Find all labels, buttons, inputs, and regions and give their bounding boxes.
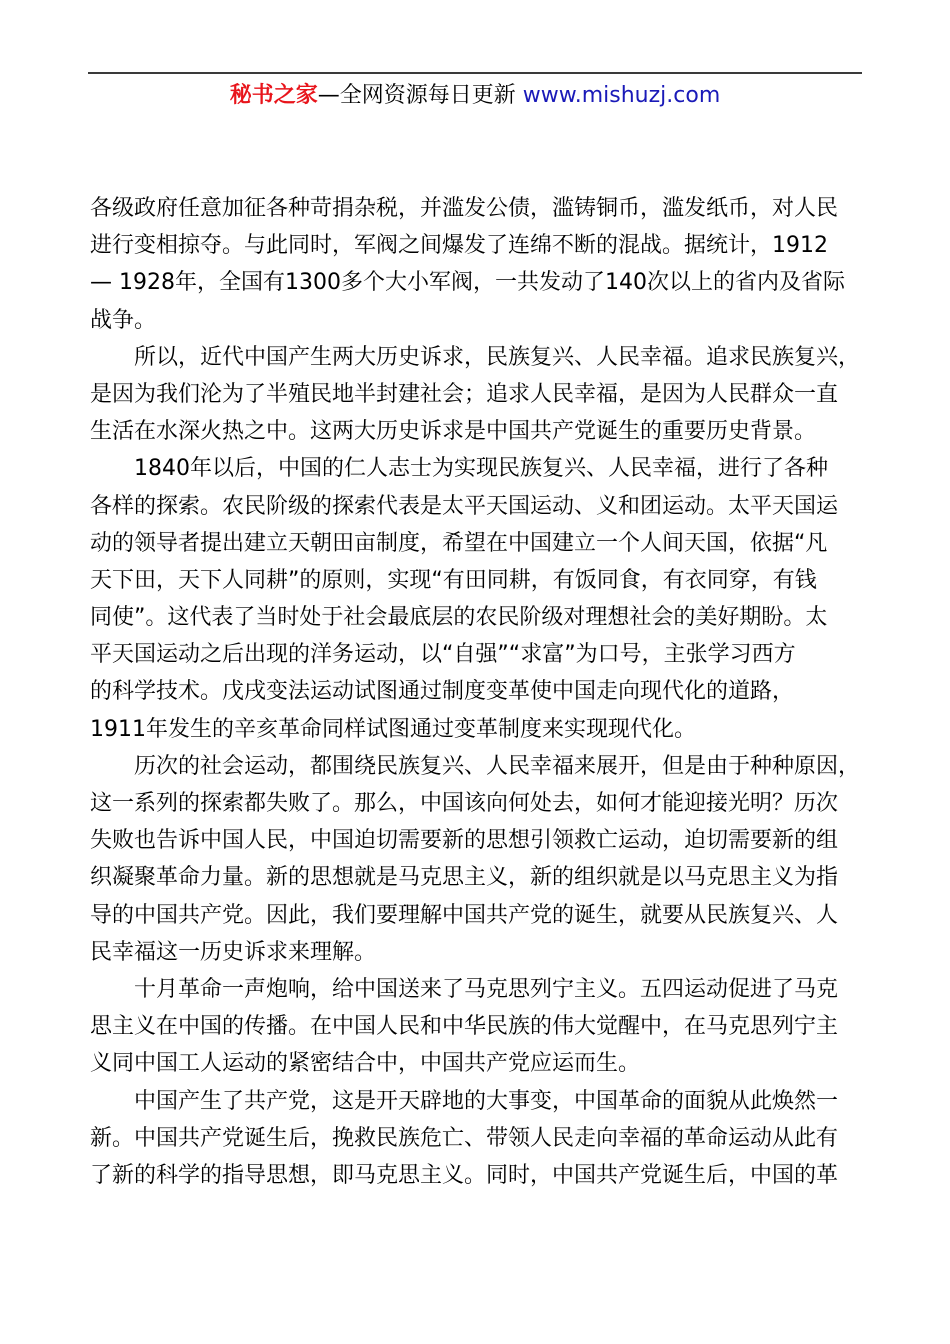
text-line: 1840年以后，中国的仁人志士为实现民族复兴、人民幸福，进行了各种 bbox=[134, 456, 828, 482]
text-line: 思主义在中国的传播。在中国人民和中华民族的伟大觉醒中，在马克思列宁主 bbox=[90, 1014, 839, 1040]
text-line: 战争。 bbox=[90, 307, 157, 333]
text-line: 进行变相掠夺。与此同时，军阀之间爆发了连绵不断的混战。据统计，1912 bbox=[90, 233, 828, 259]
text-line: 民幸福这一历史诉求来理解。 bbox=[90, 939, 377, 965]
brand-name: 秘书之家 bbox=[229, 83, 318, 108]
text-line: 中国产生了共产党，这是开天辟地的大事变，中国革命的面貌从此焕然一 bbox=[134, 1088, 839, 1114]
text-line: 了新的科学的指导思想，即马克思主义。同时，中国共产党诞生后，中国的革 bbox=[90, 1162, 839, 1188]
text-line: 十月革命一声炮响，给中国送来了马克思列宁主义。五四运动促进了马克 bbox=[134, 976, 839, 1002]
text-line: 所以，近代中国产生两大历史诉求，民族复兴、人民幸福。追求民族复兴， bbox=[134, 344, 861, 370]
site-url-link[interactable]: www.mishuzj.com bbox=[522, 83, 721, 108]
text-line: 义同中国工人运动的紧密结合中，中国共产党应运而生。 bbox=[90, 1051, 641, 1077]
text-line: 1911年发生的辛亥革命同样试图通过变革制度来实现现代化。 bbox=[90, 716, 696, 742]
text-line: 天下田，天下人同耕”的原则，实现“有田同耕，有饭同食，有衣同穿，有钱 bbox=[90, 567, 817, 593]
text-line: 是因为我们沦为了半殖民地半封建社会；追求人民幸福，是因为人民群众一直 bbox=[90, 381, 839, 407]
text-line: 导的中国共产党。因此，我们要理解中国共产党的诞生，就要从民族复兴、人 bbox=[90, 902, 839, 928]
text-line: 新。中国共产党诞生后，挽救民族危亡、带领人民走向幸福的革命运动从此有 bbox=[90, 1125, 839, 1151]
text-line: 同使”。这代表了当时处于社会最底层的农民阶级对理想社会的美好期盼。太 bbox=[90, 605, 828, 631]
text-line: 各样的探索。农民阶级的探索代表是太平天国运动、义和团运动。太平天国运 bbox=[90, 493, 839, 519]
page-header bbox=[88, 80, 862, 112]
header-rule bbox=[88, 72, 862, 74]
text-line: 织凝聚革命力量。新的思想就是马克思主义，新的组织就是以马克思主义为指 bbox=[90, 865, 839, 891]
text-line: 动的领导者提出建立天朝田亩制度，希望在中国建立一个人间天国，依据“凡 bbox=[90, 530, 828, 556]
text-line: 历次的社会运动，都围绕民族复兴、人民幸福来展开，但是由于种种原因， bbox=[134, 753, 861, 779]
header-tagline: —全网资源每日更新 bbox=[317, 83, 523, 108]
document-body bbox=[90, 190, 862, 1194]
text-line: 生活在水深火热之中。这两大历史诉求是中国共产党诞生的重要历史背景。 bbox=[90, 419, 817, 445]
text-line: — 1928年，全国有1300多个大小军阀，一共发动了140次以上的省内及省际 bbox=[90, 270, 845, 296]
text-line: 失败也告诉中国人民，中国迫切需要新的思想引领救亡运动，迫切需要新的组 bbox=[90, 828, 839, 854]
text-line: 各级政府任意加征各种苛捐杂税，并滥发公债，滥铸铜币，滥发纸币，对人民 bbox=[90, 196, 839, 221]
text-line: 平天国运动之后出现的洋务运动，以“自强”“求富”为口号，主张学习西方 bbox=[90, 642, 796, 668]
text-line: 这一系列的探索都失败了。那么，中国该向何处去，如何才能迎接光明？历次 bbox=[90, 791, 839, 816]
text-line: 的科学技术。戊戌变法运动试图通过制度变革使中国走向现代化的道路， bbox=[90, 679, 795, 705]
